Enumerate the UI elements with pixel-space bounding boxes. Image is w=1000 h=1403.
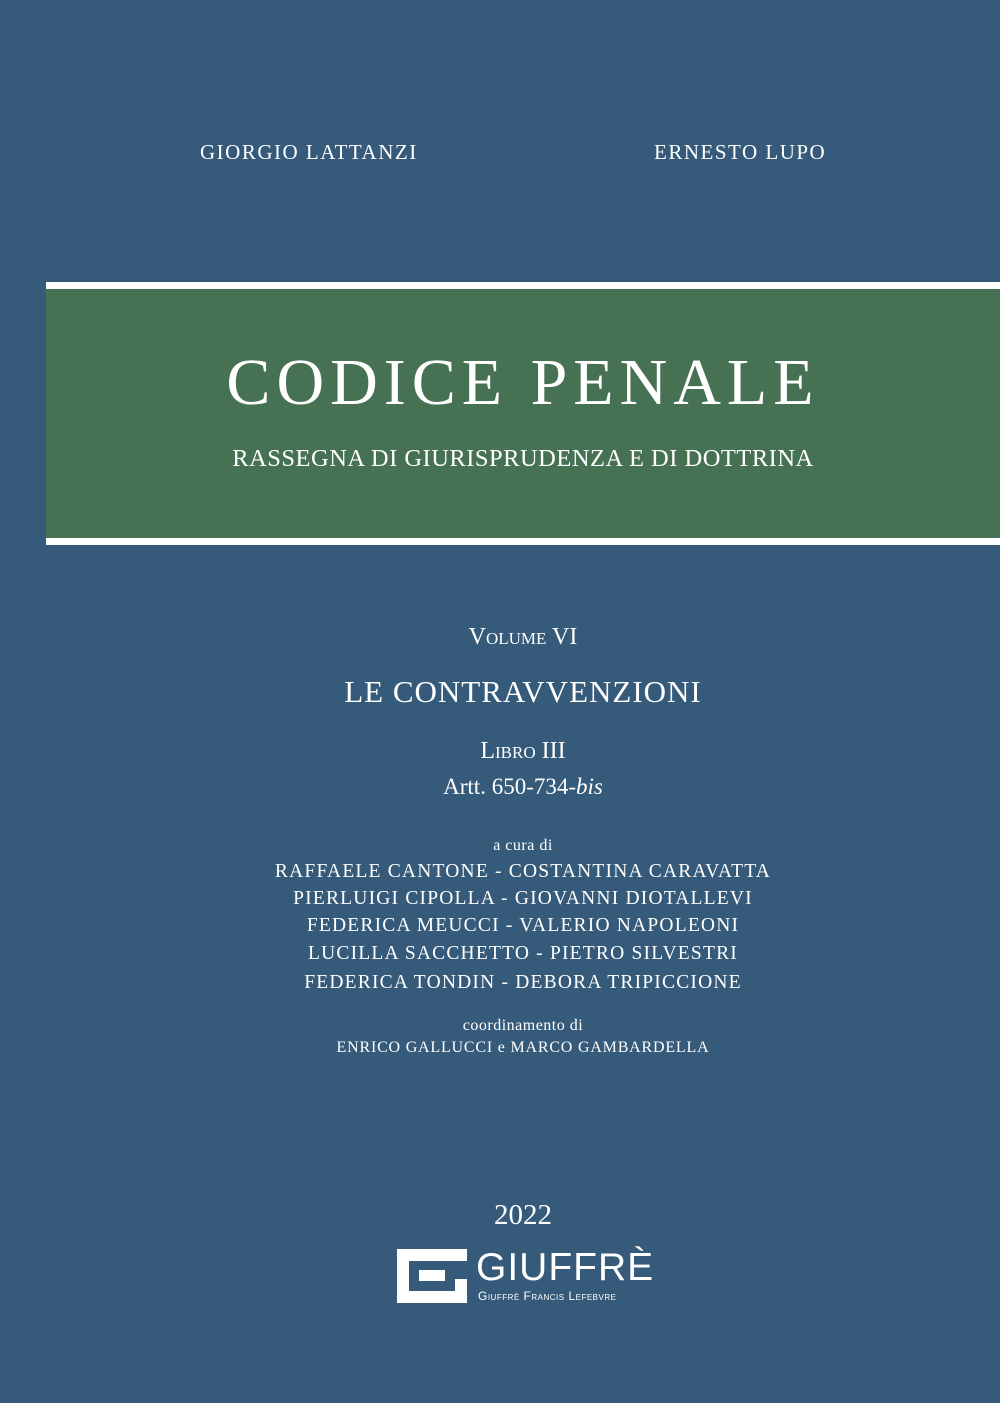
band-top-rule xyxy=(46,282,1000,289)
coordination-label: coordinamento di xyxy=(462,1017,584,1034)
editors-line: LUCILLA SACCHETTO - PIETRO SILVESTRI xyxy=(308,943,738,964)
volume-title: LE CONTRAVVENZIONI xyxy=(344,674,702,709)
band-bottom-rule xyxy=(46,538,1000,545)
coordinators: ENRICO GALLUCCI e MARCO GAMBARDELLA xyxy=(336,1039,710,1056)
publisher-name: GIUFFRÈ xyxy=(476,1246,655,1289)
edited-by-label: a cura di xyxy=(493,837,553,854)
articles-suffix: bis xyxy=(576,774,603,799)
book-title: CODICE PENALE xyxy=(226,346,820,419)
giuffre-logo-icon xyxy=(397,1249,467,1303)
editors-line: FEDERICA MEUCCI - VALERIO NAPOLEONI xyxy=(306,915,740,936)
publisher-tagline: Giuffrè Francis Lefebvre xyxy=(478,1289,617,1303)
author-1: GIORGIO LATTANZI xyxy=(200,140,418,164)
editors-line: RAFFAELE CANTONE - COSTANTINA CARAVATTA xyxy=(274,861,772,882)
articles-prefix: Artt. 650-734- xyxy=(443,774,577,799)
author-2: ERNESTO LUPO xyxy=(654,140,827,164)
articles-range xyxy=(23,774,1000,800)
book-subtitle: RASSEGNA DI GIURISPRUDENZA E DI DOTTRINA xyxy=(232,445,814,472)
editors-line: FEDERICA TONDIN - DEBORA TRIPICCIONE xyxy=(304,972,742,993)
libro-label: Libro III xyxy=(480,738,566,764)
volume-label: Volume VI xyxy=(468,624,578,650)
editors-line: PIERLUIGI CIPOLLA - GIOVANNI DIOTALLEVI xyxy=(293,888,753,909)
publication-year: 2022 xyxy=(494,1199,552,1231)
